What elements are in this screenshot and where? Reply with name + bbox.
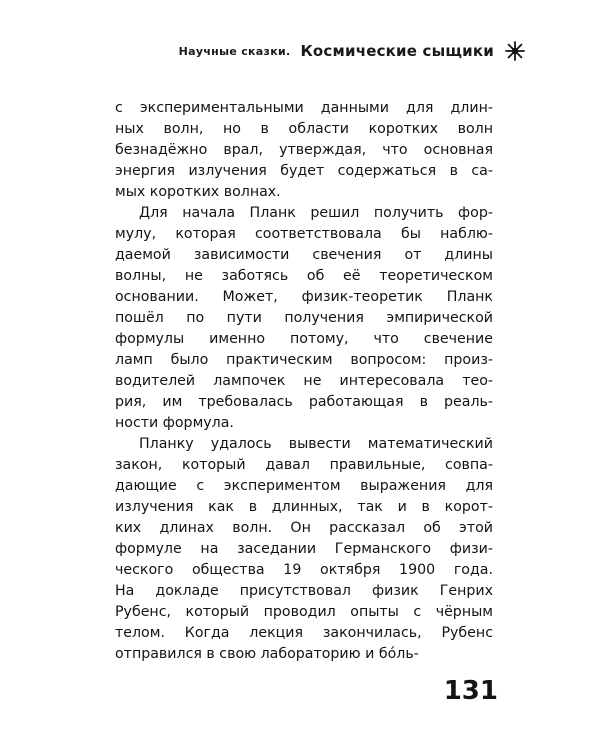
paragraph	[115, 203, 493, 434]
text-line: даемой зависимости свечения от длины	[115, 247, 493, 263]
series-name: Научные сказки.	[178, 44, 291, 58]
text-line: закон, который давал правильные, совпа-	[115, 457, 493, 473]
text-line: Планку удалось вывести математический	[139, 436, 493, 452]
running-head	[179, 40, 526, 62]
text-line: формулы именно потому, что свечение	[115, 331, 493, 347]
text-line: ных волн, но в области коротких волн	[115, 121, 493, 137]
text-line: мых коротких волнах.	[115, 184, 281, 200]
text-line: энергия излучения будет содержаться в са-	[115, 163, 493, 179]
text-line: пошёл по пути получения эмпирической	[115, 310, 493, 326]
text-line: ламп было практическим вопросом: произ-	[115, 352, 493, 368]
text-line: Для начала Планк решил получить фор-	[139, 205, 493, 221]
book-title: Космические сыщики	[300, 42, 494, 60]
page-number: 131	[443, 676, 498, 706]
text-line: ких длинах волн. Он рассказал об этой	[115, 520, 493, 536]
text-line: отправился в свою лабораторию и бóль-	[115, 646, 419, 662]
text-line: излучения как в длинных, так и в корот-	[115, 499, 493, 515]
text-line: волны, не заботясь об её теоретическом	[115, 268, 493, 284]
text-line: телом. Когда лекция закончилась, Рубенс	[115, 625, 493, 641]
asterisk-star-icon	[504, 40, 526, 62]
text-line: Рубенс, который проводил опыты с чёрным	[115, 604, 493, 620]
text-line: мулу, которая соответствовала бы наблю-	[115, 226, 493, 242]
text-line: основании. Может, физик-теоретик Планк	[115, 289, 493, 305]
body-text	[115, 98, 493, 665]
paragraph	[115, 98, 493, 203]
text-line: На докладе присутствовал физик Генрих	[115, 583, 493, 599]
text-line: водителей лампочек не интересовала тео-	[115, 373, 493, 389]
text-line: с экспериментальными данными для длин-	[115, 100, 493, 116]
text-line: безнадёжно врал, утверждая, что основная	[115, 142, 493, 158]
text-line: дающие с экспериментом выражения для	[115, 478, 493, 494]
text-line: рия, им требовалась работающая в реаль-	[115, 394, 493, 410]
text-line: ности формула.	[115, 415, 234, 431]
paragraph	[115, 434, 493, 665]
text-line: ческого общества 19 октября 1900 года.	[115, 562, 493, 578]
text-line: формуле на заседании Германского физи-	[115, 541, 493, 557]
